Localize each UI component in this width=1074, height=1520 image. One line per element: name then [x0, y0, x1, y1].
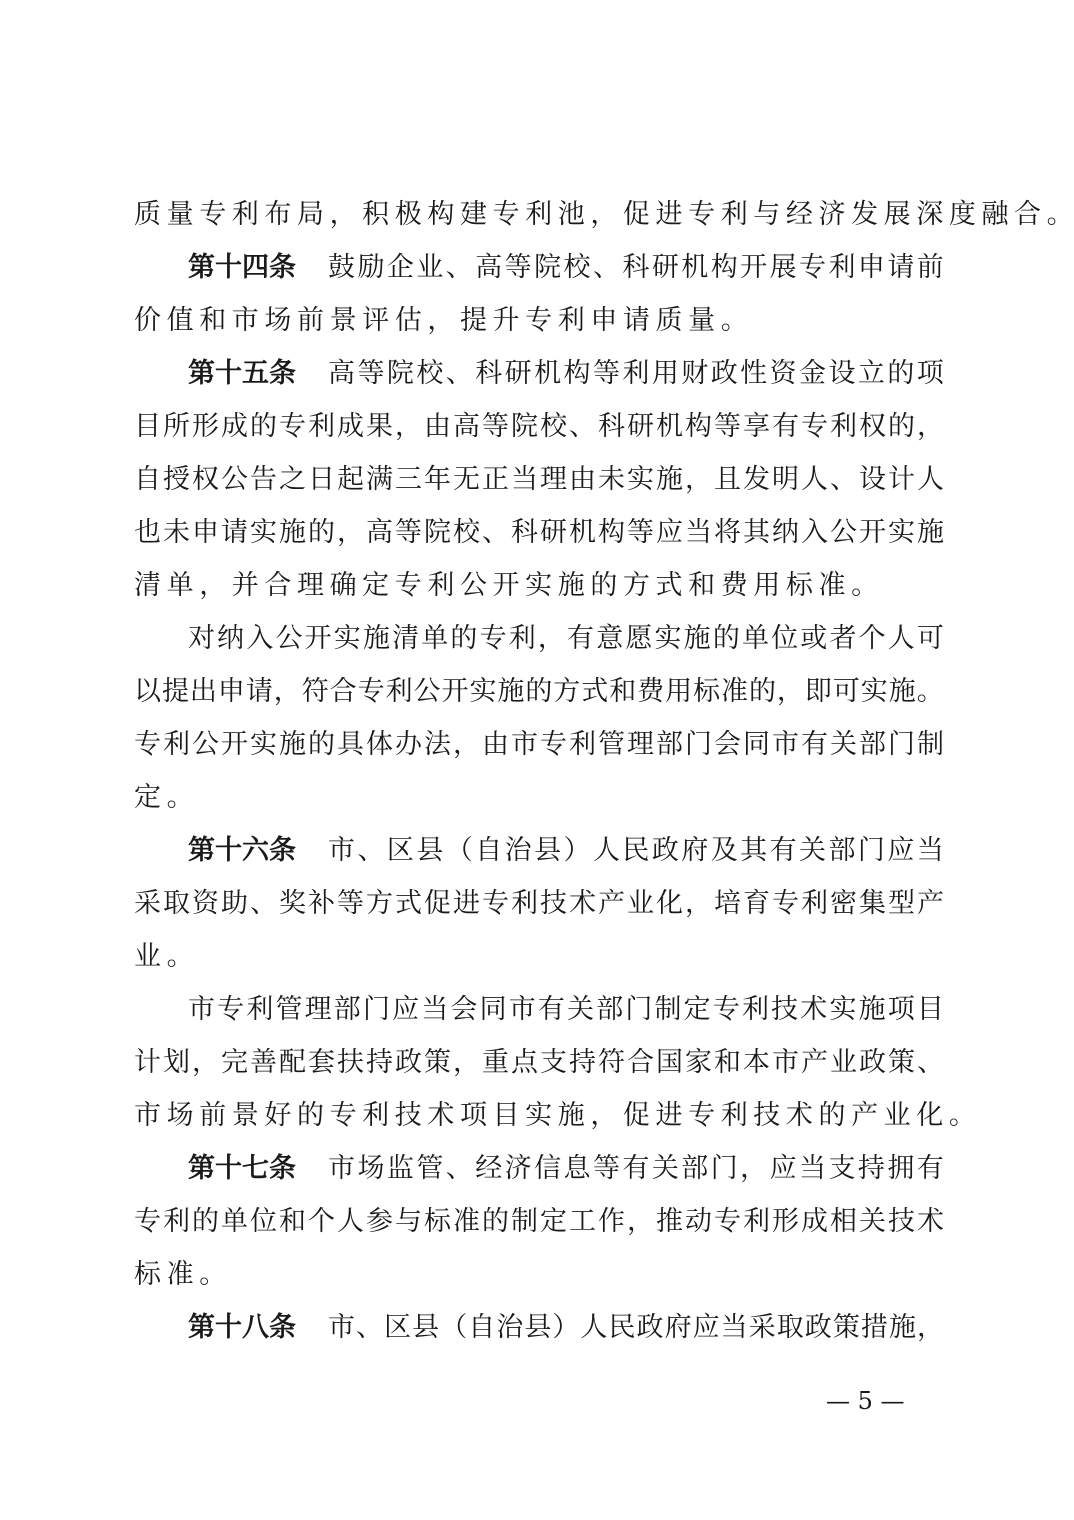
text-line [134, 506, 944, 559]
text-line [134, 718, 944, 771]
text-line [134, 665, 944, 718]
text-line [134, 559, 944, 612]
article-number: 第十四条 [188, 252, 296, 283]
text-line [134, 294, 944, 347]
document-body [134, 188, 1074, 1354]
article-number: 第十五条 [188, 358, 296, 389]
text-line [134, 612, 944, 665]
text-line [134, 824, 944, 877]
text-line [134, 1248, 944, 1301]
text-line [134, 983, 944, 1036]
text-line [134, 1089, 976, 1142]
text-line [134, 771, 944, 824]
line-text: 自 授 权 公 告 之 日 起 满 三 年 无 正 当 理 由 未 实 施 ， 且 发 明 人 、 设 计 人 [134, 464, 944, 495]
text-line [134, 453, 944, 506]
article-number: 第十六条 [188, 835, 296, 866]
line-text: 定 。 [134, 782, 194, 813]
line-text: 市 场 前 景 好 的 专 利 技 术 项 目 实 施 ， 促 进 专 利 技 术 的 产 业 化 。 [134, 1100, 976, 1131]
line-text: 采 取 资 助 、 奖 补 等 方 式 促 进 专 利 技 术 产 业 化 ， 培 育 专 利 密 集 型 产 [134, 888, 944, 919]
text-line [134, 400, 944, 453]
line-text: 业 。 [134, 941, 194, 972]
line-text: 目 所 形 成 的 专 利 成 果 ， 由 高 等 院 校 、 科 研 机 构 等 享 有 专 利 权 的 ， [134, 411, 944, 442]
line-text: 计 划 ， 完 善 配 套 扶 持 政 策 ， 重 点 支 持 符 合 国 家 和 本 市 产 业 政 策 、 [134, 1047, 944, 1078]
line-text: 标 准 。 [134, 1259, 227, 1290]
text-line [134, 347, 944, 400]
line-text: 专 利 的 单 位 和 个 人 参 与 标 准 的 制 定 工 作 ， 推 动 专 利 形 成 相 关 技 术 [134, 1206, 944, 1237]
line-text: 市 、 区 县 （ 自 治 县 ） 人 民 政 府 应 当 采 取 政 策 措 施 ， [328, 1312, 944, 1343]
text-line [134, 1195, 944, 1248]
text-line [134, 188, 1074, 241]
line-text: 以 提 出 申 请 ， 符 合 专 利 公 开 实 施 的 方 式 和 费 用 标 准 的 ， 即 可 实 施 。 [134, 676, 944, 707]
line-text: 市 专 利 管 理 部 门 应 当 会 同 市 有 关 部 门 制 定 专 利 技 术 实 施 项 目 [188, 994, 944, 1025]
page-number: — 5 — [826, 1387, 905, 1415]
line-text: 质 量 专 利 布 局 ， 积 极 构 建 专 利 池 ， 促 进 专 利 与 经 济 发 展 深 度 融 合 。 [134, 199, 1074, 230]
text-line [134, 930, 944, 983]
article-number: 第十八条 [188, 1312, 296, 1343]
text-line [134, 1142, 944, 1195]
line-text: 市 、 区 县 （ 自 治 县 ） 人 民 政 府 及 其 有 关 部 门 应 当 [328, 835, 944, 866]
line-text: 对 纳 入 公 开 实 施 清 单 的 专 利 ， 有 意 愿 实 施 的 单 位 或 者 个 人 可 [188, 623, 944, 654]
article-number: 第十七条 [188, 1153, 296, 1184]
line-text: 价 值 和 市 场 前 景 评 估 ， 提 升 专 利 申 请 质 量 。 [134, 305, 748, 336]
line-text: 鼓 励 企 业 、 高 等 院 校 、 科 研 机 构 开 展 专 利 申 请 前 [328, 252, 944, 283]
line-text: 也 未 申 请 实 施 的 ， 高 等 院 校 、 科 研 机 构 等 应 当 将 其 纳 入 公 开 实 施 [134, 517, 944, 548]
line-text: 高 等 院 校 、 科 研 机 构 等 利 用 财 政 性 资 金 设 立 的 项 [328, 358, 944, 389]
text-line [134, 877, 944, 930]
line-text: 专 利 公 开 实 施 的 具 体 办 法 ， 由 市 专 利 管 理 部 门 会 同 市 有 关 部 门 制 [134, 729, 944, 760]
text-line [134, 1036, 944, 1089]
text-line [134, 1301, 944, 1354]
line-text: 市 场 监 管 、 经 济 信 息 等 有 关 部 门 ， 应 当 支 持 拥 有 [328, 1153, 944, 1184]
line-text: 清 单 ， 并 合 理 确 定 专 利 公 开 实 施 的 方 式 和 费 用 标 准 。 [134, 570, 879, 601]
text-line [134, 241, 944, 294]
